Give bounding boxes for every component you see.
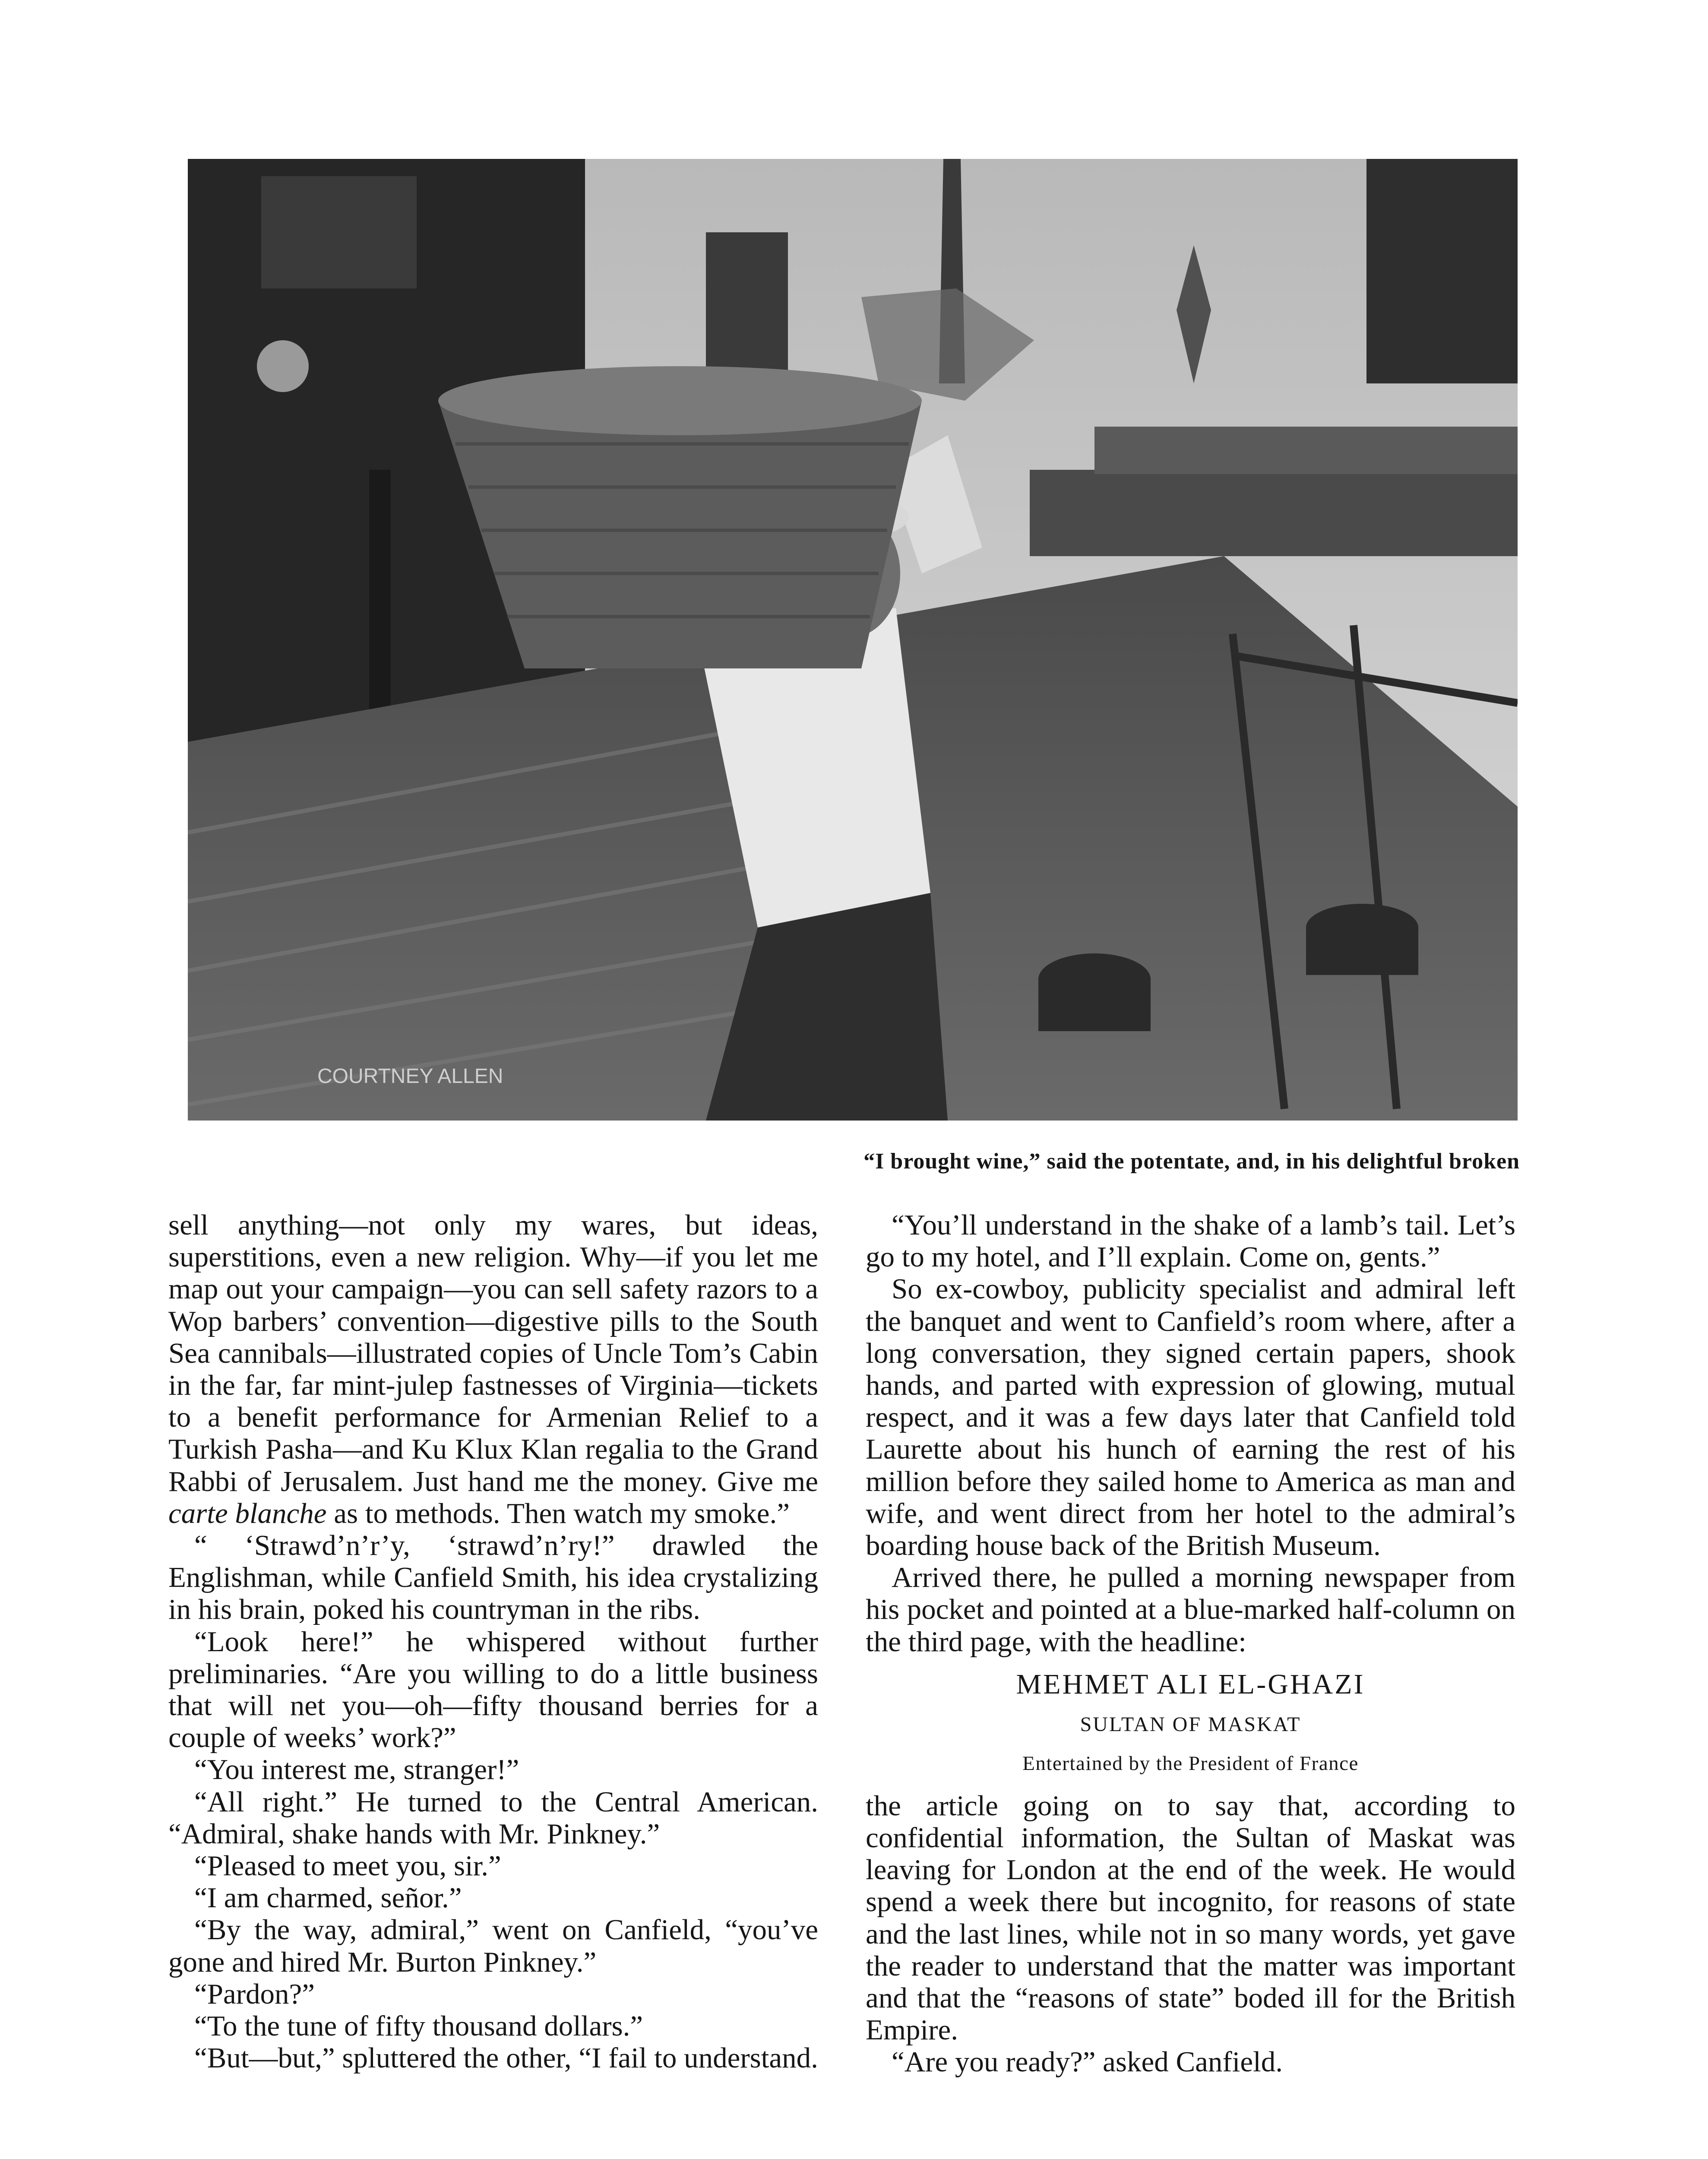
- paragraph: “I am charmed, señor.”: [194, 1882, 462, 1914]
- paragraph: “Look here!” he whispered without further preliminaries. “Are you willing to do a little business that will net you—oh—fifty thousand berries for a couple of weeks’ work?”: [168, 1625, 818, 1754]
- paragraph: Arrived there, he pulled a morning newspaper from his pocket and pointed at a blue-marked half-column on the third page, with the headline:: [866, 1561, 1515, 1658]
- dock-worker-with-basket-illustration: [188, 159, 1518, 1121]
- paragraph: “You’ll understand in the shake of a lamb’s tail. Let’s go to my hotel, and I’ll explain. Come on, gents.”: [866, 1209, 1515, 1273]
- paragraph: the article going on to say that, according to confidential information, the Sultan of Maskat was leaving for London at the end of the week. He would spend a week there but incognito, for reasons of state and the last lines, while not in so many words, yet gave the reader to understand that the matter was important and that the “reasons of state” boded ill for the British Empire.: [866, 1789, 1515, 2046]
- headline-subtitle: SULTAN OF MASKAT: [1080, 1713, 1301, 1736]
- paragraph: “Are you ready?” asked Canfield.: [892, 2046, 1283, 2078]
- newspaper-headline: [866, 1664, 1515, 1783]
- paragraph: “To the tune of fifty thousand dollars.”: [194, 2010, 643, 2042]
- headline-deck: Entertained by the President of France: [1022, 1752, 1359, 1775]
- paragraph: “You interest me, stranger!”: [194, 1754, 519, 1786]
- paragraph: “By the way, admiral,” went on Canfield, “you’ve gone and hired Mr. Burton Pinkney.”: [168, 1914, 818, 1978]
- paragraph: “But—but,” spluttered the other, “I fail to understand.: [194, 2042, 818, 2074]
- right-text-column: [866, 1209, 1515, 2078]
- paragraph: “All right.” He turned to the Central American. “Admiral, shake hands with Mr. Pinkney.”: [168, 1785, 818, 1850]
- left-text-column: [168, 1209, 818, 2074]
- paragraph: “ ‘Strawd’n’r’y, ‘strawd’n’ry!” drawled the Englishman, while Canfield Smith, his idea crystalizing in his brain, poked his countryman in the ribs.: [168, 1529, 818, 1626]
- paragraph: sell anything—not only my wares, but ideas, superstitions, even a new religion. Why—if you let me map out your campaign—you can sell safety razors to a Wop barbers’ convention—digestive pills to the South Sea cannibals—illustrated copies of Uncle Tom’s Cabin in the far, far mint-julep fastnesses of Virginia—tickets to a benefit performance for Armenian Relief to a Turkish Pasha—and Ku Klux Klan regalia to the Grand Rabbi of Jerusalem. Just hand me the money. Give me carte blanche as to methods. Then watch my smoke.”: [168, 1209, 818, 1529]
- headline-title: MEHMET ALI EL-GHAZI: [1016, 1668, 1365, 1700]
- paragraph: “Pardon?”: [194, 1978, 315, 2010]
- story-illustration: [188, 159, 1518, 1121]
- paragraph: So ex-cowboy, publicity specialist and admiral left the banquet and went to Canfield’s room where, after a long conversation, they signed certain papers, shook hands, and parted with expression of glowing, mutual respect, and it was a few days later that Canfield told Laurette about his hunch of earning the rest of his million before they sailed home to America as man and wife, and went direct from her hotel to the admiral’s boarding house back of the British Museum.: [866, 1273, 1515, 1562]
- paragraph: “Pleased to meet you, sir.”: [194, 1850, 501, 1882]
- artist-signature: COURTNEY ALLEN: [317, 1065, 503, 1088]
- illustration-caption: “I brought wine,” said the potentate, and, in his delightful broken: [863, 1149, 1520, 1174]
